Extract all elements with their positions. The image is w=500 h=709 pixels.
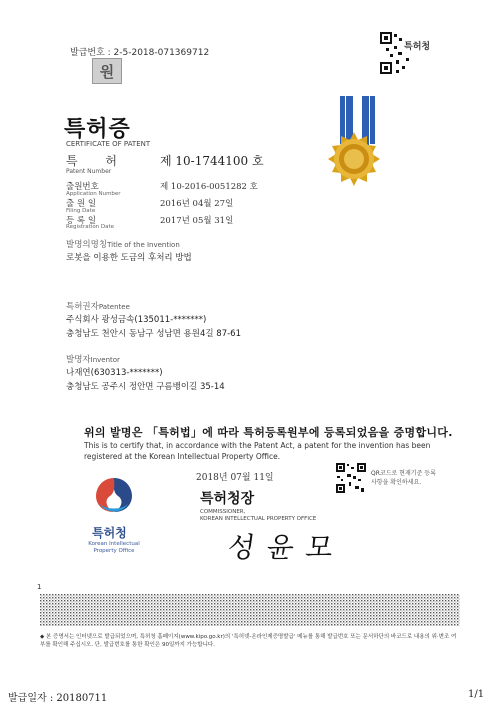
- qr-code-note: QR코드로 현재기준 등록사항을 확인하세요.: [371, 470, 436, 486]
- commissioner-title-en-line1: COMMISSIONER,: [200, 509, 246, 515]
- verification-qr-code-icon: [335, 462, 367, 494]
- patentee-label: [66, 300, 130, 312]
- issue-date-footer: 발급일자 : 20180711: [8, 693, 108, 704]
- verification-footnote: ◆ 본 증명서는 인터넷으로 발급되었으며, 특허청 홈페이지(www.kipo.go.kr)의 '특허넷-온라인제증명발급' 메뉴를 통해 발급번호 또는 문서하단의 바코드로 내용의 위·변조 여부를 확인해 주십시오. 단, 발급번호를 통한 확인은 90일까지 가능합니다.: [40, 634, 457, 648]
- certificate-subtitle: CERTIFICATE OF PATENT: [66, 140, 151, 148]
- inventor-address: 충청남도 공주시 정안면 구름뱅이길 35-14: [66, 382, 225, 392]
- patent-number-label-en: Patent Number: [66, 168, 112, 175]
- certification-statement-ko: 위의 발명은 「특허법」에 따라 특허등록원부에 등록되었음을 증명합니다.: [84, 426, 453, 439]
- document-barcode: [40, 594, 460, 626]
- inventor-label-en: Inventor: [90, 356, 120, 364]
- patentee-label-ko: 특허권자: [66, 302, 99, 312]
- document-serial-number: 발급번호 : 2-5-2018-071369712: [70, 48, 210, 58]
- invention-title-label-en: Title of the Invention: [107, 241, 180, 249]
- invention-title-label-ko: 발명의명칭: [66, 240, 108, 250]
- certification-statement-en: This is to certify that, in accordance with the Patent Act, a patent for the invention has been registered at the Korean Intellectual Property Office.: [84, 441, 431, 461]
- page-number: 1/1: [468, 689, 485, 700]
- kipo-name: 특허청: [92, 526, 127, 540]
- patent-number-label: 특 허: [66, 154, 129, 168]
- application-number-label: 출원번호: [66, 182, 99, 192]
- commissioner-title-en-line2: KOREAN INTELLECTUAL PROPERTY OFFICE: [200, 516, 317, 522]
- patentee-name: 주식회사 광성금속(135011-*******): [66, 315, 207, 325]
- gold-seal-medal-icon: [304, 96, 404, 246]
- application-number-value: 제 10-2016-0051282 호: [160, 182, 258, 192]
- kipo-name-en: Korean Intellectual Property Office: [88, 541, 140, 554]
- certificate-title: 특허증: [64, 117, 131, 142]
- registration-date-label: 등 록 일: [66, 216, 97, 226]
- filing-date-label-en: Filing Date: [66, 208, 96, 214]
- patentee-label-en: Patentee: [98, 303, 130, 311]
- invention-title: 로봇을 이용한 도금의 후처리 방법: [66, 253, 192, 263]
- inventor-label-ko: 발명자: [66, 355, 91, 365]
- filing-date-label: 출 원 일: [66, 199, 97, 209]
- invention-title-label: [66, 238, 180, 250]
- inventor-name: 나재연(630313-*******): [66, 368, 163, 378]
- registration-date-label-en: Registration Date: [66, 224, 115, 230]
- office-logo-text: 특허청: [404, 42, 431, 52]
- commissioner-title: 특허청장: [200, 491, 255, 507]
- original-stamp: 원: [92, 58, 122, 84]
- inventor-label: [66, 353, 120, 365]
- commissioner-title-en: [200, 509, 316, 523]
- top-qr-code-icon: [378, 30, 424, 76]
- application-number-label-en: Application Number: [66, 191, 121, 197]
- barcode-mark: 1: [37, 583, 42, 591]
- registration-date-value: 2017년 05월 31일: [160, 216, 234, 226]
- issuance-date: 2018년 07월 11일: [196, 473, 274, 483]
- patentee-address: 충청남도 천안시 동남구 성남면 용원4길 87-61: [66, 329, 241, 339]
- patent-number-value: 제 10-1744100 호: [160, 154, 264, 168]
- filing-date-value: 2016년 04월 27일: [160, 199, 234, 209]
- kipo-logo-icon: [92, 474, 136, 518]
- commissioner-signature: 성윤모: [225, 531, 348, 564]
